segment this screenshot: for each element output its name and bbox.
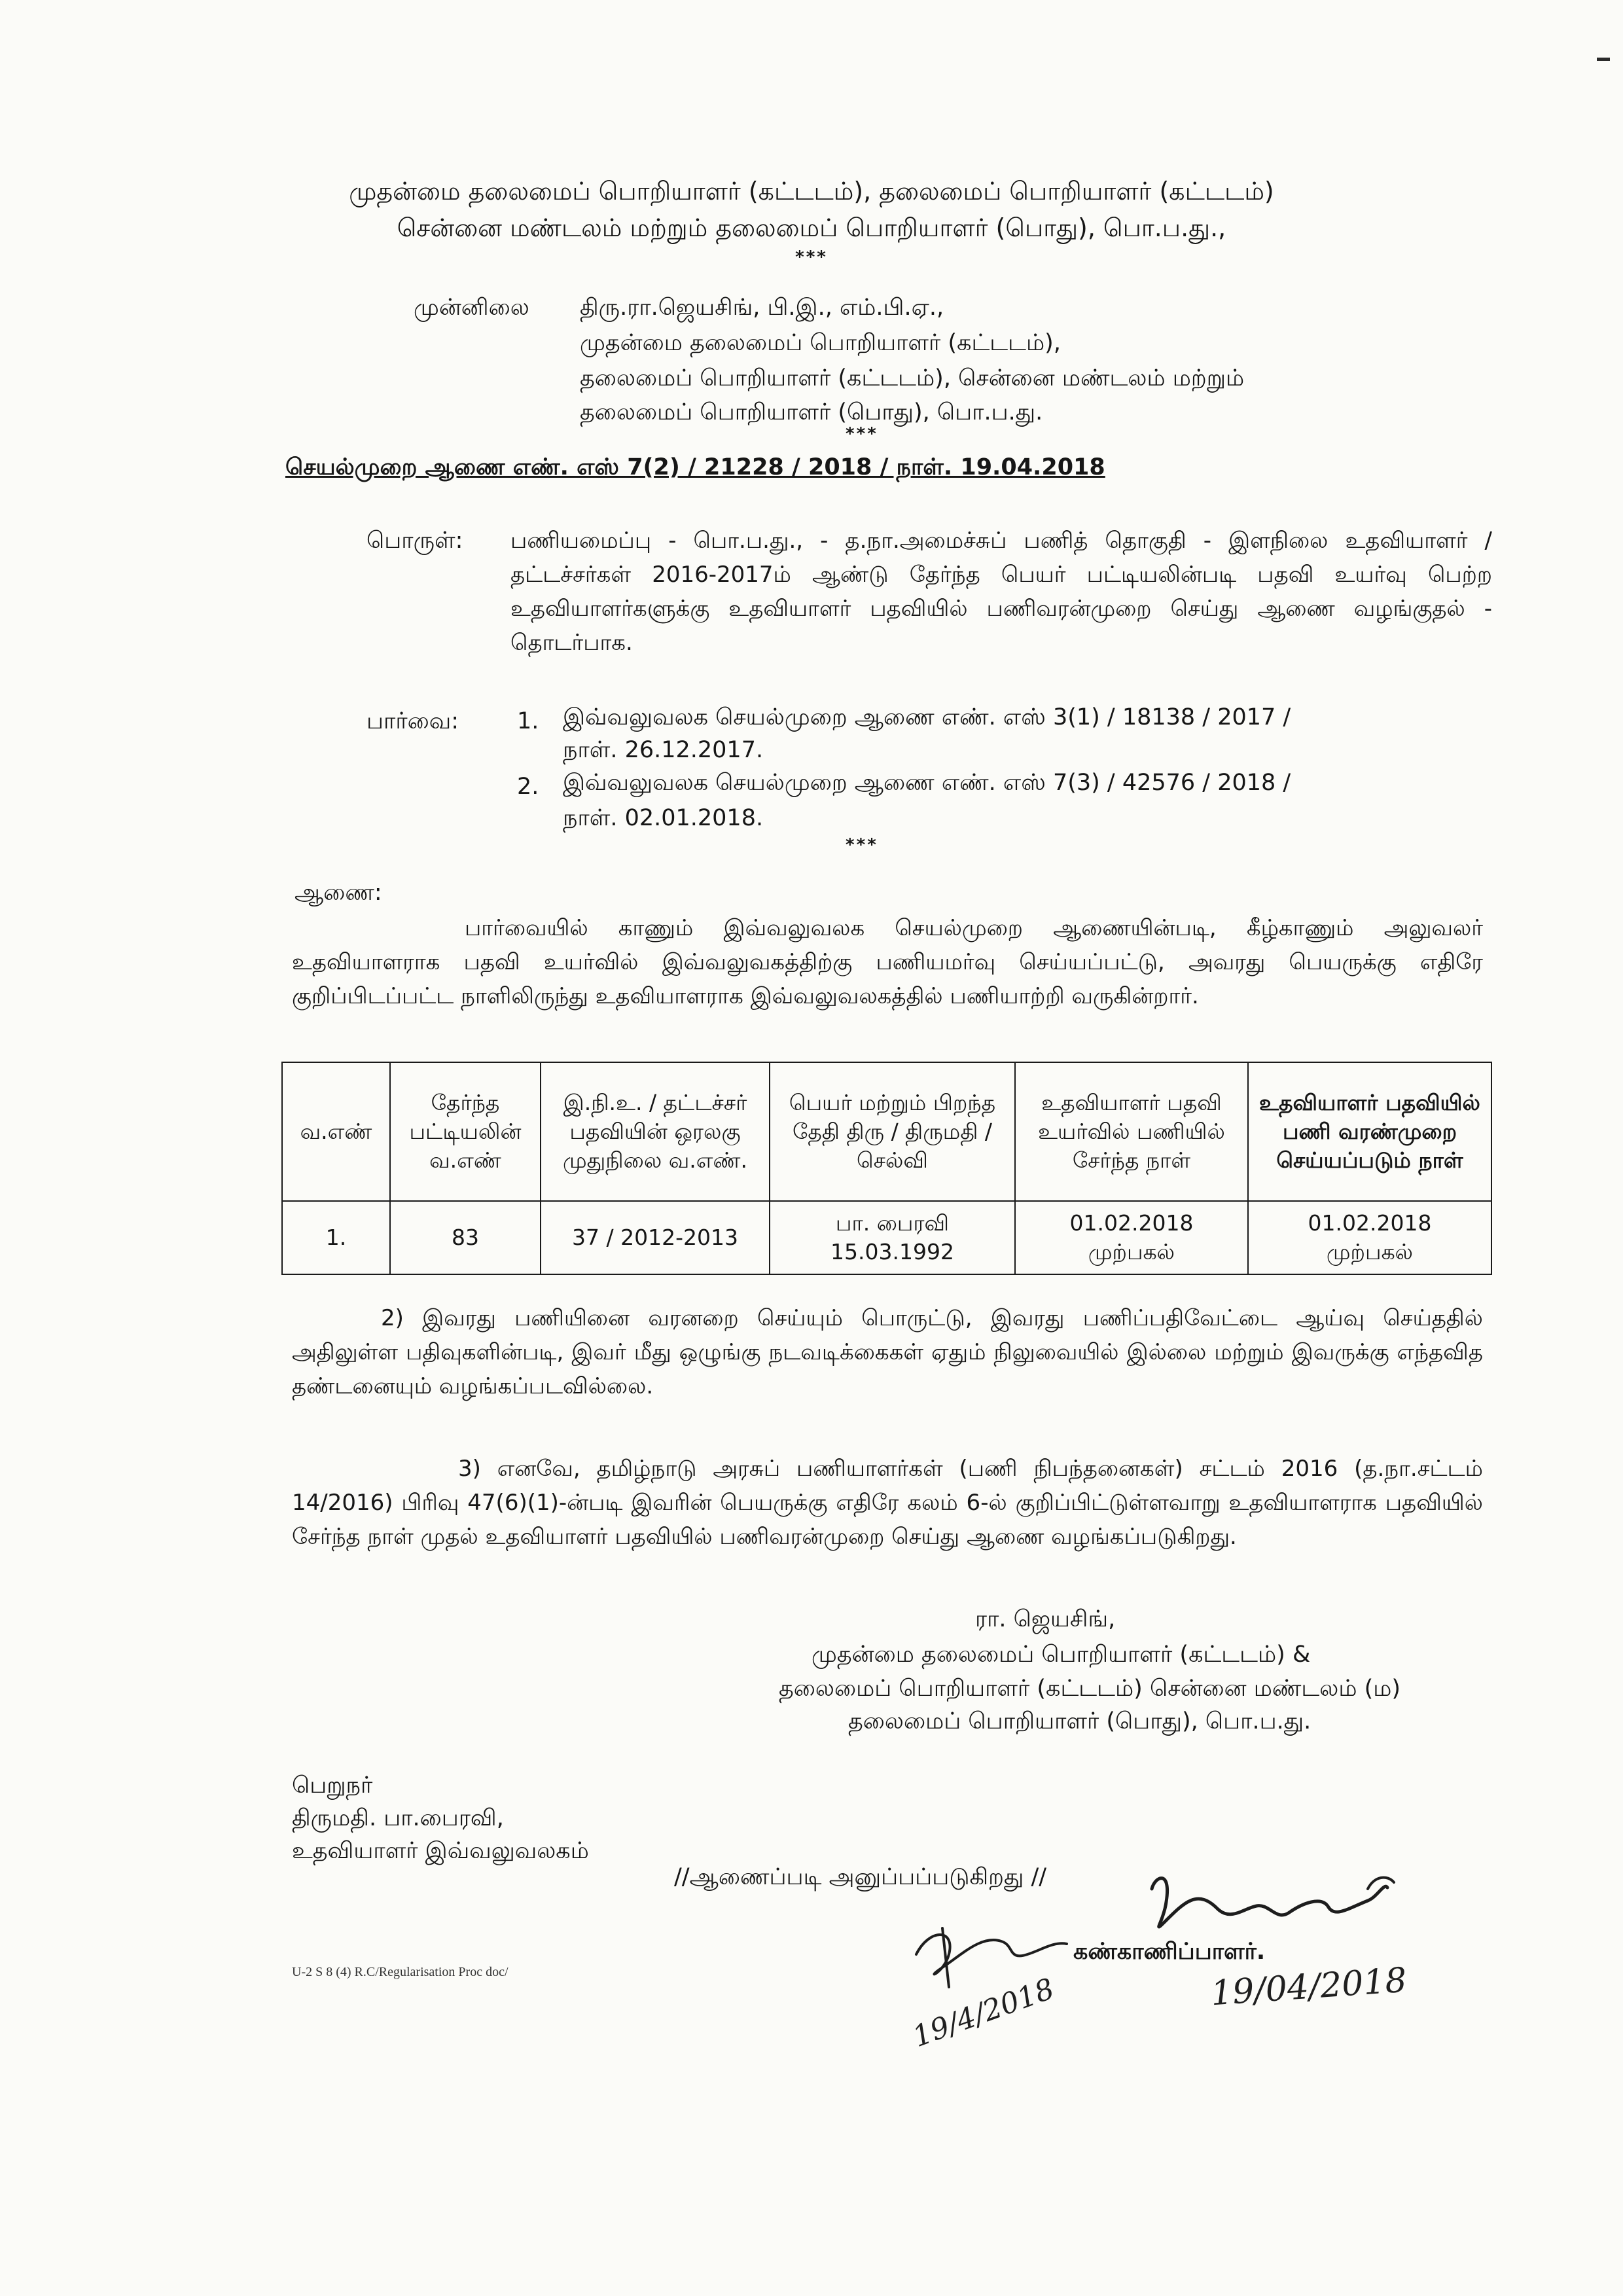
table-row — [282, 1201, 1491, 1274]
presence-line-1: திரு.ரா.ஜெயசிங், பி.இ., எம்.பி.ஏ., — [580, 295, 944, 321]
recipient-name: திருமதி. பா.பைரவி, — [292, 1805, 504, 1831]
subject-label: பொருள்: — [366, 528, 463, 554]
cell-panel-no: 83 — [390, 1201, 541, 1274]
superintendent-title: கண்காணிப்பாளர். — [1073, 1939, 1266, 1965]
signatory-line-2: தலைமைப் பொறியாளர் (கட்டடம்) சென்னை மண்டலம் (ம) — [779, 1676, 1401, 1702]
order-paragraph-3: 3) எனவே, தமிழ்நாடு அரசுப் பணியாளர்கள் (பணி நிபந்தனைகள்) சட்டம் 2016 (த.நா.சட்டம் 14/2016) பிரிவு 47(6)(1)-ன்படி இவரின் பெயருக்கு எதிரே கலம் 6-ல் குறிப்பிட்டுள்ளவாறு உதவியாளராக பதவியில் சேர்ந்த நாள் முதல் உதவியாளர் பதவியில் பணிவரன்முறை செய்து ஆணை வழங்கப்படுகிறது. — [292, 1456, 1483, 1550]
cell-regularisation — [1248, 1201, 1491, 1274]
cell-regularisation-date: 01.02.2018 — [1308, 1210, 1432, 1236]
footer-file-code: U-2 S 8 (4) R.C/Regularisation Proc doc/ — [292, 1965, 508, 1979]
presence-line-4: தலைமைப் பொறியாளர் (பொது), பொ.ப.து. — [580, 399, 1043, 425]
col-header-joined-date: உதவியாளர் பதவி உயர்வில் பணியில் சேர்ந்த நாள் — [1015, 1062, 1248, 1201]
reference-stars: *** — [846, 835, 878, 855]
reference-2-line-2: நாள். 02.01.2018. — [563, 805, 764, 831]
cell-seniority: 37 / 2012-2013 — [541, 1201, 770, 1274]
forwarded-note: //ஆணைப்படி அனுப்பப்படுகிறது // — [674, 1864, 1047, 1890]
col-header-panel-no: தேர்ந்த பட்டியலின் வ.எண் — [390, 1062, 541, 1201]
col-header-regularisation-date: உதவியாளர் பதவியில் பணி வரண்முறை செய்யப்படும் நாள் — [1248, 1062, 1491, 1201]
recipient-label: பெறுநர் — [292, 1772, 373, 1799]
presence-line-3: தலைமைப் பொறியாளர் (கட்டடம்), சென்னை மண்டலம் மற்றும் — [580, 365, 1245, 391]
col-header-name-dob: பெயர் மற்றும் பிறந்த தேதி திரு / திருமதி / செல்வி — [770, 1062, 1015, 1201]
header-stars: *** — [795, 247, 828, 267]
reference-1-line-1: இவ்வலுவலக செயல்முறை ஆணை எண். எஸ் 3(1) / 18138 / 2017 / — [563, 704, 1291, 730]
reference-1-num: 1. — [517, 708, 539, 734]
order-label: ஆணை: — [294, 880, 382, 906]
header-line-2: சென்னை மண்டலம் மற்றும் தலைமைப் பொறியாளர் (பொது), பொ.ப.து., — [397, 213, 1226, 242]
recipient-office: உதவியாளர் இவ்வலுவலகம் — [292, 1838, 589, 1864]
reference-1-line-2: நாள். 26.12.2017. — [563, 737, 764, 763]
scan-mark — [1597, 58, 1610, 61]
table-header-row — [282, 1062, 1491, 1201]
superintendent-signature — [1126, 1863, 1427, 1954]
signatory-line-1: முதன்மை தலைமைப் பொறியாளர் (கட்டடம்) & — [812, 1641, 1311, 1668]
col-header-seniority: இ.நி.உ. / தட்டச்சர் பதவியின் ஒரலகு முதுநிலை வ.எண். — [541, 1062, 770, 1201]
presence-stars: *** — [846, 424, 878, 444]
handwritten-date-left: 19/4/2018 — [908, 1971, 1059, 2054]
cell-joined-date: 01.02.2018 — [1069, 1210, 1194, 1236]
cell-regularisation-session: முற்பகல் — [1326, 1239, 1414, 1265]
reference-2-num: 2. — [517, 774, 539, 800]
cell-joined — [1015, 1201, 1248, 1274]
presence-line-2: முதன்மை தலைமைப் பொறியாளர் (கட்டடம்), — [580, 330, 1061, 356]
signatory-name: ரா. ஜெயசிங், — [975, 1606, 1116, 1632]
handwritten-date-right: 19/04/2018 — [1209, 1960, 1408, 2014]
signatory-line-3: தலைமைப் பொறியாளர் (பொது), பொ.ப.து. — [848, 1708, 1311, 1734]
cell-dob: 15.03.1992 — [830, 1239, 954, 1265]
order-paragraph-2: 2) இவரது பணியினை வரனறை செய்யும் பொருட்டு, இவரது பணிப்பதிவேட்டை ஆய்வு செய்ததில் அதிலுள்ள பதிவுகளின்படி, இவர் மீது ஒழுங்கு நடவடிக்கைகள் ஏதும் நிலுவையில் இல்லை மற்றும் இவருக்கு எந்தவித தண்டனையும் வழங்கப்படவில்லை. — [292, 1305, 1483, 1399]
order-paragraph-1: பார்வையில் காணும் இவ்வலுவலக செயல்முறை ஆணையின்படி, கீழ்காணும் அலுவலர் உதவியாளராக பதவி உயர்வில் இவ்வலுவகத்திற்கு பணியமர்வு செய்யப்பட்டு, அவரது பெயருக்கு எதிரே குறிப்பிடப்பட்ட நாளிலிருந்து உதவியாளராக இவ்வலுவலகத்தில் பணியாற்றி வருகின்றார். — [292, 915, 1483, 1009]
proceedings-number: செயல்முறை ஆணை எண். எஸ் 7(2) / 21228 / 2018 / நாள். 19.04.2018 — [285, 454, 1105, 480]
reference-label: பார்வை: — [366, 708, 459, 734]
reference-2-line-1: இவ்வலுவலக செயல்முறை ஆணை எண். எஸ் 7(3) / 42576 / 2018 / — [563, 770, 1291, 796]
cell-sno: 1. — [282, 1201, 390, 1274]
cell-name-dob — [770, 1201, 1015, 1274]
presence-label: முன்னிலை — [414, 295, 529, 321]
appointment-table — [281, 1062, 1492, 1275]
subject-text: பணியமைப்பு - பொ.ப.து., - த.நா.அமைச்சுப் பணித் தொகுதி - இளநிலை உதவியாளர் / தட்டச்சர்கள் 2016-2017ம் ஆண்டு தேர்ந்த பெயர் பட்டியலின்படி பதவி உயர்வு பெற்ற உதவியாளர்களுக்கு உதவியாளர் பதவியில் பணிவரன்முறை செய்து ஆணை வழங்குதல் - தொடர்பாக. — [510, 528, 1492, 656]
header-line-1: முதன்மை தலைமைப் பொறியாளர் (கட்டடம்), தலைமைப் பொறியாளர் (கட்டடம்) — [349, 177, 1274, 206]
cell-name: பா. பைரவி — [835, 1210, 950, 1236]
cell-joined-session: முற்பகல் — [1088, 1239, 1175, 1265]
col-header-sno: வ.எண் — [282, 1062, 390, 1201]
